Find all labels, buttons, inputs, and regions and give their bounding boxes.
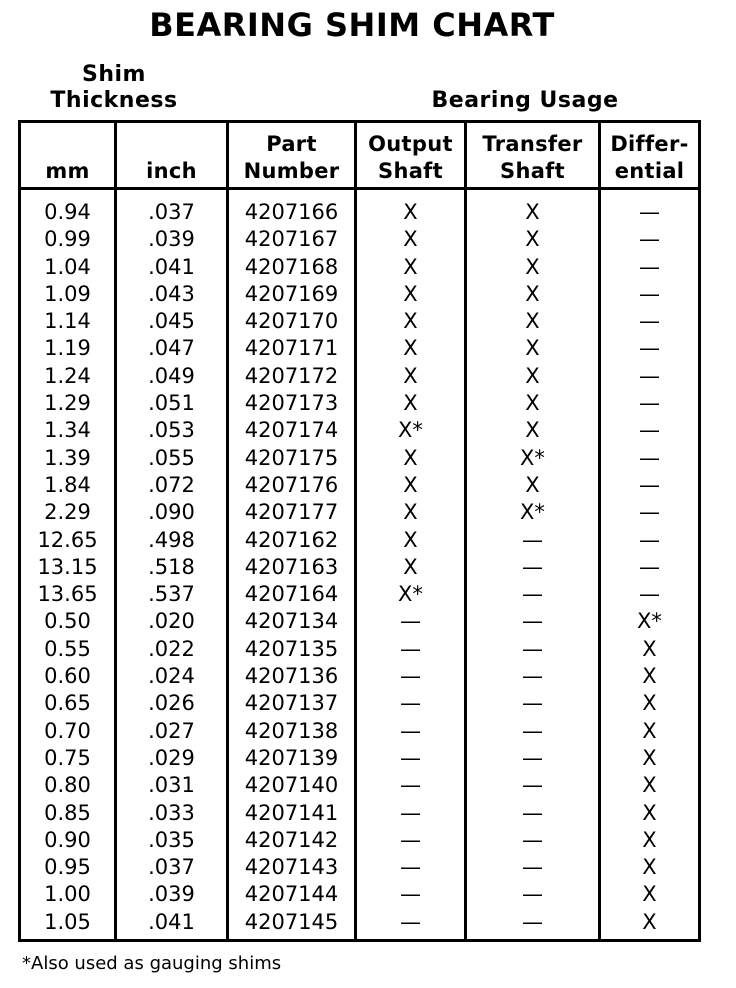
header-output-line2: Shaft bbox=[378, 159, 443, 183]
header-mm bbox=[21, 123, 114, 187]
header-diff-line1: Differ- bbox=[610, 132, 689, 156]
cell-mm: 13.15 bbox=[37, 554, 98, 579]
cell-output: — bbox=[400, 909, 421, 934]
bearing-usage-label: Bearing Usage bbox=[431, 88, 619, 113]
cell-diff: X bbox=[642, 827, 657, 852]
cell-inch: .035 bbox=[148, 827, 195, 852]
cell-inch: .037 bbox=[148, 855, 195, 880]
cell-part: 4207140 bbox=[244, 773, 339, 798]
cell-diff: — bbox=[639, 472, 660, 497]
cell-mm: 1.05 bbox=[44, 909, 91, 934]
cell-inch: .022 bbox=[148, 636, 195, 661]
table-row bbox=[21, 636, 698, 663]
cell-part: 4207141 bbox=[244, 800, 339, 825]
cell-mm: 0.85 bbox=[44, 800, 91, 825]
cell-part: 4207169 bbox=[244, 281, 339, 306]
cell-mm: 1.84 bbox=[44, 472, 91, 497]
cell-diff: — bbox=[639, 200, 660, 224]
table-row bbox=[21, 527, 698, 554]
cell-output: X bbox=[403, 281, 418, 306]
cell-transfer: X bbox=[525, 472, 540, 497]
cell-diff: — bbox=[639, 445, 660, 470]
cell-part: 4207144 bbox=[244, 882, 339, 907]
cell-output: X bbox=[403, 500, 418, 525]
cell-part: 4207172 bbox=[244, 363, 339, 388]
table-row bbox=[21, 308, 698, 335]
cell-mm: 0.50 bbox=[44, 609, 91, 634]
cell-part: 4207171 bbox=[244, 336, 339, 361]
cell-transfer: — bbox=[522, 527, 543, 552]
cell-mm: 0.55 bbox=[44, 636, 91, 661]
cell-output: X* bbox=[398, 582, 423, 607]
cell-transfer: — bbox=[522, 718, 543, 743]
cell-output: — bbox=[400, 855, 421, 880]
cell-output: — bbox=[400, 882, 421, 907]
table-row bbox=[21, 363, 698, 390]
cell-diff: — bbox=[639, 227, 660, 252]
table-row bbox=[21, 335, 698, 362]
cell-part: 4207143 bbox=[244, 855, 339, 880]
cell-output: X bbox=[403, 363, 418, 388]
cell-inch: .020 bbox=[148, 609, 195, 634]
table-row bbox=[21, 690, 698, 717]
cell-part: 4207145 bbox=[244, 909, 339, 934]
table-row bbox=[21, 663, 698, 690]
cell-diff: X bbox=[642, 800, 657, 825]
cell-inch: .055 bbox=[148, 445, 195, 470]
cell-mm: 0.90 bbox=[44, 827, 91, 852]
cell-output: X bbox=[403, 227, 418, 252]
cell-transfer: X bbox=[525, 281, 540, 306]
cell-transfer: — bbox=[522, 664, 543, 689]
cell-transfer: X bbox=[525, 227, 540, 252]
cell-transfer: — bbox=[522, 909, 543, 934]
cell-transfer: — bbox=[522, 800, 543, 825]
header-inch bbox=[117, 123, 226, 187]
cell-part: 4207136 bbox=[244, 664, 339, 689]
cell-transfer: X bbox=[525, 363, 540, 388]
cell-diff: — bbox=[639, 582, 660, 607]
cell-mm: 2.29 bbox=[44, 500, 91, 525]
cell-diff: — bbox=[639, 281, 660, 306]
table-row bbox=[21, 718, 698, 745]
cell-mm: 0.65 bbox=[44, 691, 91, 716]
cell-mm: 12.65 bbox=[37, 527, 98, 552]
cell-output: X bbox=[403, 336, 418, 361]
cell-mm: 0.95 bbox=[44, 855, 91, 880]
cell-output: X* bbox=[398, 418, 423, 443]
shim-table bbox=[18, 120, 701, 942]
table-row bbox=[21, 226, 698, 253]
cell-mm: 1.09 bbox=[44, 281, 91, 306]
header-diff-line2: ential bbox=[614, 159, 685, 183]
cell-part: 4207168 bbox=[244, 254, 339, 279]
cell-part: 4207173 bbox=[244, 391, 339, 416]
cell-inch: .033 bbox=[148, 800, 195, 825]
header-mm-label: mm bbox=[45, 159, 90, 183]
table-row bbox=[21, 881, 698, 908]
cell-inch: .039 bbox=[148, 227, 195, 252]
cell-mm: 0.94 bbox=[44, 200, 91, 224]
table-row bbox=[21, 472, 698, 499]
cell-part: 4207162 bbox=[244, 527, 339, 552]
cell-transfer: — bbox=[522, 609, 543, 634]
table-row bbox=[21, 745, 698, 772]
header-differential bbox=[601, 123, 698, 187]
cell-diff: X bbox=[642, 882, 657, 907]
cell-transfer: X bbox=[525, 309, 540, 334]
cell-transfer: — bbox=[522, 582, 543, 607]
cell-part: 4207137 bbox=[244, 691, 339, 716]
cell-transfer: — bbox=[522, 855, 543, 880]
cell-mm: 1.14 bbox=[44, 309, 91, 334]
cell-output: X bbox=[403, 554, 418, 579]
cell-output: — bbox=[400, 636, 421, 661]
header-output-line1: Output bbox=[368, 132, 453, 156]
cell-diff: X* bbox=[637, 609, 662, 634]
cell-part: 4207135 bbox=[244, 636, 339, 661]
cell-transfer: X* bbox=[520, 445, 545, 470]
header-transfer-line1: Transfer bbox=[482, 132, 583, 156]
cell-part: 4207163 bbox=[244, 554, 339, 579]
cell-diff: X bbox=[642, 718, 657, 743]
cell-part: 4207166 bbox=[244, 200, 339, 224]
cell-transfer: — bbox=[522, 691, 543, 716]
cell-diff: — bbox=[639, 418, 660, 443]
cell-inch: .051 bbox=[148, 391, 195, 416]
cell-transfer: X bbox=[525, 391, 540, 416]
cell-diff: — bbox=[639, 391, 660, 416]
cell-mm: 1.24 bbox=[44, 363, 91, 388]
header-output-shaft bbox=[357, 123, 464, 187]
cell-mm: 1.04 bbox=[44, 254, 91, 279]
cell-diff: — bbox=[639, 554, 660, 579]
cell-transfer: X bbox=[525, 418, 540, 443]
header-inch-label: inch bbox=[146, 159, 197, 183]
table-row bbox=[21, 417, 698, 444]
cell-transfer: — bbox=[522, 773, 543, 798]
cell-inch: .029 bbox=[148, 745, 195, 770]
table-row bbox=[21, 254, 698, 281]
cell-output: — bbox=[400, 745, 421, 770]
cell-part: 4207174 bbox=[244, 418, 339, 443]
cell-inch: .090 bbox=[148, 500, 195, 525]
cell-inch: .518 bbox=[148, 554, 195, 579]
table-row bbox=[21, 581, 698, 608]
cell-inch: .537 bbox=[148, 582, 195, 607]
cell-output: X bbox=[403, 200, 418, 224]
shim-thickness-line1: Shim bbox=[82, 62, 146, 87]
cell-inch: .039 bbox=[148, 882, 195, 907]
cell-diff: — bbox=[639, 336, 660, 361]
cell-output: — bbox=[400, 800, 421, 825]
table-row bbox=[21, 909, 698, 936]
cell-mm: 0.60 bbox=[44, 664, 91, 689]
cell-diff: — bbox=[639, 500, 660, 525]
cell-mm: 1.29 bbox=[44, 391, 91, 416]
cell-transfer: X bbox=[525, 254, 540, 279]
cell-part: 4207142 bbox=[244, 827, 339, 852]
cell-diff: X bbox=[642, 636, 657, 661]
cell-mm: 0.80 bbox=[44, 773, 91, 798]
cell-part: 4207170 bbox=[244, 309, 339, 334]
header-part-line1: Part bbox=[266, 132, 317, 156]
shim-thickness-label bbox=[44, 62, 184, 114]
table-row bbox=[21, 772, 698, 799]
header-transfer-shaft bbox=[467, 123, 598, 187]
cell-output: X bbox=[403, 391, 418, 416]
cell-inch: .041 bbox=[148, 909, 195, 934]
cell-inch: .072 bbox=[148, 472, 195, 497]
cell-part: 4207139 bbox=[244, 745, 339, 770]
cell-output: — bbox=[400, 827, 421, 852]
cell-inch: .027 bbox=[148, 718, 195, 743]
cell-mm: 1.00 bbox=[44, 882, 91, 907]
cell-inch: .041 bbox=[148, 254, 195, 279]
header-part-line2: Number bbox=[243, 159, 340, 183]
cell-inch: .047 bbox=[148, 336, 195, 361]
cell-inch: .026 bbox=[148, 691, 195, 716]
header-part-number bbox=[229, 123, 354, 187]
cell-output: — bbox=[400, 773, 421, 798]
table-row bbox=[21, 499, 698, 526]
cell-output: X bbox=[403, 472, 418, 497]
cell-inch: .031 bbox=[148, 773, 195, 798]
cell-diff: X bbox=[642, 745, 657, 770]
table-row bbox=[21, 445, 698, 472]
cell-diff: X bbox=[642, 909, 657, 934]
cell-inch: .037 bbox=[148, 200, 195, 224]
header-divider bbox=[21, 187, 698, 190]
cell-inch: .049 bbox=[148, 363, 195, 388]
cell-output: — bbox=[400, 718, 421, 743]
table-row bbox=[21, 800, 698, 827]
cell-mm: 13.65 bbox=[37, 582, 98, 607]
cell-diff: — bbox=[639, 527, 660, 552]
cell-inch: .045 bbox=[148, 309, 195, 334]
table-row bbox=[21, 199, 698, 226]
cell-part: 4207164 bbox=[244, 582, 339, 607]
cell-mm: 0.75 bbox=[44, 745, 91, 770]
cell-mm: 1.19 bbox=[44, 336, 91, 361]
cell-transfer: — bbox=[522, 554, 543, 579]
cell-mm: 0.70 bbox=[44, 718, 91, 743]
cell-mm: 1.39 bbox=[44, 445, 91, 470]
cell-diff: X bbox=[642, 664, 657, 689]
cell-inch: .498 bbox=[148, 527, 195, 552]
cell-transfer: — bbox=[522, 636, 543, 661]
cell-diff: X bbox=[642, 773, 657, 798]
table-row bbox=[21, 554, 698, 581]
table-row bbox=[21, 854, 698, 881]
cell-diff: — bbox=[639, 254, 660, 279]
footnote: *Also used as gauging shims bbox=[22, 953, 282, 974]
cell-diff: — bbox=[639, 309, 660, 334]
cell-diff: — bbox=[639, 363, 660, 388]
header-transfer-line2: Shaft bbox=[500, 159, 565, 183]
cell-part: 4207167 bbox=[244, 227, 339, 252]
cell-output: — bbox=[400, 691, 421, 716]
cell-output: — bbox=[400, 664, 421, 689]
cell-output: X bbox=[403, 445, 418, 470]
cell-inch: .043 bbox=[148, 281, 195, 306]
cell-part: 4207176 bbox=[244, 472, 339, 497]
cell-diff: X bbox=[642, 855, 657, 880]
cell-transfer: X* bbox=[520, 500, 545, 525]
cell-transfer: — bbox=[522, 882, 543, 907]
cell-output: X bbox=[403, 254, 418, 279]
cell-inch: .024 bbox=[148, 664, 195, 689]
shim-thickness-line2: Thickness bbox=[50, 88, 178, 113]
table-row bbox=[21, 390, 698, 417]
cell-transfer: X bbox=[525, 200, 540, 224]
table-row bbox=[21, 827, 698, 854]
cell-inch: .053 bbox=[148, 418, 195, 443]
cell-output: X bbox=[403, 527, 418, 552]
cell-part: 4207138 bbox=[244, 718, 339, 743]
cell-transfer: — bbox=[522, 827, 543, 852]
cell-part: 4207175 bbox=[244, 445, 339, 470]
table-body bbox=[21, 199, 698, 936]
chart-title: BEARING SHIM CHART bbox=[149, 6, 555, 44]
cell-part: 4207134 bbox=[244, 609, 339, 634]
cell-output: X bbox=[403, 309, 418, 334]
cell-transfer: — bbox=[522, 745, 543, 770]
cell-mm: 0.99 bbox=[44, 227, 91, 252]
table-row bbox=[21, 608, 698, 635]
table-row bbox=[21, 281, 698, 308]
cell-mm: 1.34 bbox=[44, 418, 91, 443]
cell-diff: X bbox=[642, 691, 657, 716]
cell-part: 4207177 bbox=[244, 500, 339, 525]
cell-transfer: X bbox=[525, 336, 540, 361]
cell-output: — bbox=[400, 609, 421, 634]
